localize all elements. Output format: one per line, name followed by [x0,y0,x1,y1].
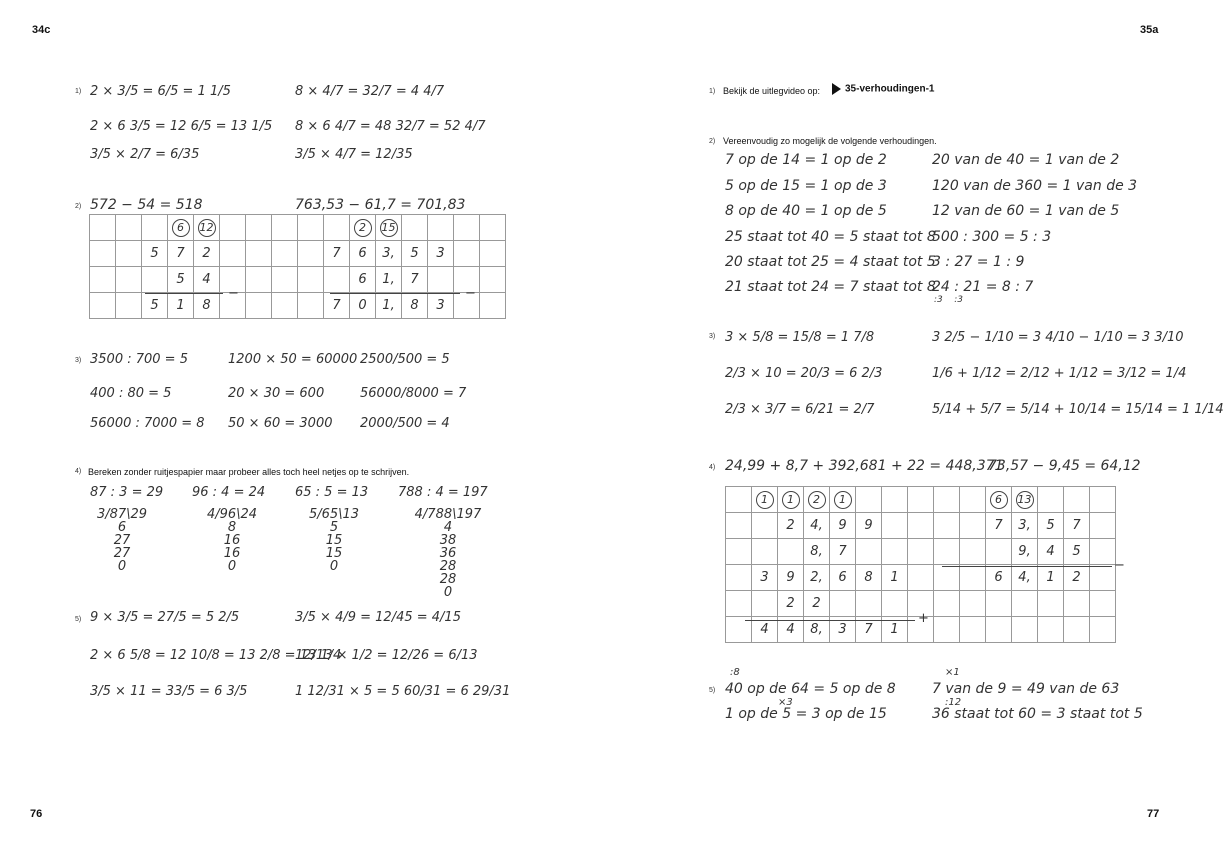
plus-sign: + [918,611,929,626]
answer-1f: 3/5 × 4/7 = 12/35 [295,147,413,162]
question-number-r3: 3) [709,333,716,340]
question-number-1: 1) [75,88,82,95]
minus-sign-1: − [228,286,239,301]
long-division-4: 4/788\197 4 38 36 28 28 0 [414,507,482,600]
ratio-right-5: 3 : 27 = 1 : 9 [932,254,1025,270]
subtraction-equation-1: 572 − 54 = 518 [90,197,203,213]
answer-r3f: 5/14 + 5/7 = 5/14 + 10/14 = 15/14 = 1 1/14 [932,402,1224,417]
ratio-left-5: 20 staat tot 25 = 4 staat tot 5 [725,254,936,270]
answer-r3d: 1/6 + 1/12 = 2/12 + 1/12 = 3/12 = 1/4 [932,366,1187,381]
ratio-note: :3 :3 [934,295,963,305]
question-number-5: 5) [75,616,82,623]
ratio-left-6: 21 staat tot 24 = 7 staat tot 8 [725,279,936,295]
question-number-r1: 1) [709,88,716,95]
answer-3a: 3500 : 700 = 5 [90,352,188,367]
right-grid: 1 1 2 1 6 13 2 4, 9 9 7 3, 5 7 8, 7 9, 4 5 3 9 2, 6 8 1 6 4, 1 2 2 2 4 4 8, 3 7 1 [725,486,1116,643]
note-times-3: ×3 [778,697,793,708]
ratio-right-3: 12 van de 60 = 1 van de 5 [932,203,1120,219]
answer-5c: 2 × 6 5/8 = 12 10/8 = 13 2/8 = 13 1/4 [90,648,342,663]
left-grid: 6 12 2 15 5 7 2 7 6 3, 5 3 5 4 6 1, 7 5 1 8 7 0 1, 8 3 [89,214,506,319]
answer-5e: 3/5 × 11 = 33/5 = 6 3/5 [90,684,248,699]
answer-3d: 400 : 80 = 5 [90,386,172,401]
subtraction-equation-r: 73,57 − 9,45 = 64,12 [988,458,1141,474]
question-number-2: 2) [75,203,82,210]
instruction-4: Bereken zonder ruitjespapier maar probeer alles toch heel netjes op te schrijven. [88,467,410,477]
ratio-left-3: 8 op de 40 = 1 op de 5 [725,203,887,219]
answer-r3b: 3 2/5 − 1/10 = 3 4/10 − 1/10 = 3 3/10 [932,330,1184,345]
proportion-2: 7 van de 9 = 49 van de 63 [932,681,1120,697]
question-number-r4: 4) [709,464,716,471]
instruction-r2: Vereenvoudig zo mogelijk de volgende verhoudingen. [723,136,937,146]
ratio-right-6: 24 : 21 = 8 : 7 [932,279,1034,295]
answer-5d: 12/13 × 1/2 = 12/26 = 6/13 [295,648,478,663]
note-div-8: :8 [730,667,740,678]
proportion-1: 40 op de 64 = 5 op de 8 [725,681,896,697]
proportion-3: 1 op de 5 = 3 op de 15 [725,706,887,722]
answer-r3a: 3 × 5/8 = 15/8 = 1 7/8 [725,330,875,345]
play-icon[interactable] [832,83,841,95]
ratio-left-4: 25 staat tot 40 = 5 staat tot 8 [725,229,936,245]
question-number-3: 3) [75,357,82,364]
ratio-left-2: 5 op de 15 = 1 op de 3 [725,178,887,194]
video-link[interactable] [832,83,934,95]
note-div-12: :12 [945,697,962,708]
answer-3e: 20 × 30 = 600 [228,386,325,401]
answer-3h: 50 × 60 = 3000 [228,416,333,431]
ratio-left-1: 7 op de 14 = 1 op de 2 [725,152,887,168]
question-number-r2: 2) [709,138,716,145]
answer-1b: 8 × 4/7 = 32/7 = 4 4/7 [295,84,445,99]
question-number-4: 4) [75,468,82,475]
answer-5a: 9 × 3/5 = 27/5 = 5 2/5 [90,610,240,625]
left-page-number: 76 [30,808,43,820]
video-label: Bekijk de uitlegvideo op: [723,86,821,96]
division-eq-4: 788 : 4 = 197 [398,485,488,500]
division-eq-3: 65 : 5 = 13 [295,485,369,500]
video-link-text[interactable]: 35-verhoudingen-1 [845,83,935,95]
answer-r3c: 2/3 × 10 = 20/3 = 6 2/3 [725,366,883,381]
long-division-3: 5/65\13 5 15 15 0 [308,507,360,574]
answer-r3e: 2/3 × 3/7 = 6/21 = 2/7 [725,402,875,417]
answer-5b: 3/5 × 4/9 = 12/45 = 4/15 [295,610,461,625]
answer-1c: 2 × 6 3/5 = 12 6/5 = 13 1/5 [90,119,273,134]
answer-3c: 2500/500 = 5 [360,352,450,367]
minus-sign-2: − [465,286,476,301]
ratio-right-4: 500 : 300 = 5 : 3 [932,229,1052,245]
proportion-4: 36 staat tot 60 = 3 staat tot 5 [932,706,1143,722]
answer-3f: 56000/8000 = 7 [360,386,467,401]
answer-1a: 2 × 3/5 = 6/5 = 1 1/5 [90,84,231,99]
long-division-2: 4/96\24 8 16 16 0 [206,507,258,574]
subtraction-equation-2: 763,53 − 61,7 = 701,83 [295,197,466,213]
answer-5f: 1 12/31 × 5 = 5 60/31 = 6 29/31 [295,684,511,699]
division-eq-1: 87 : 3 = 29 [90,485,164,500]
question-number-r5: 5) [709,687,716,694]
right-page-number: 77 [1147,808,1160,820]
answer-3g: 56000 : 7000 = 8 [90,416,205,431]
ratio-right-2: 120 van de 360 = 1 van de 3 [932,178,1138,194]
left-page-code: 34c [32,24,51,36]
answer-3i: 2000/500 = 4 [360,416,450,431]
ratio-right-1: 20 van de 40 = 1 van de 2 [932,152,1120,168]
right-page-code: 35a [1140,24,1159,36]
answer-1e: 3/5 × 2/7 = 6/35 [90,147,200,162]
answer-3b: 1200 × 50 = 60000 [228,352,358,367]
minus-sign-r: − [1114,558,1125,573]
note-times-1: ×1 [945,667,960,678]
long-division-1: 3/87\29 6 27 27 0 [96,507,148,574]
division-eq-2: 96 : 4 = 24 [192,485,266,500]
addition-equation: 24,99 + 8,7 + 392,681 + 22 = 448,371 [725,458,1004,474]
answer-1d: 8 × 6 4/7 = 48 32/7 = 52 4/7 [295,119,486,134]
